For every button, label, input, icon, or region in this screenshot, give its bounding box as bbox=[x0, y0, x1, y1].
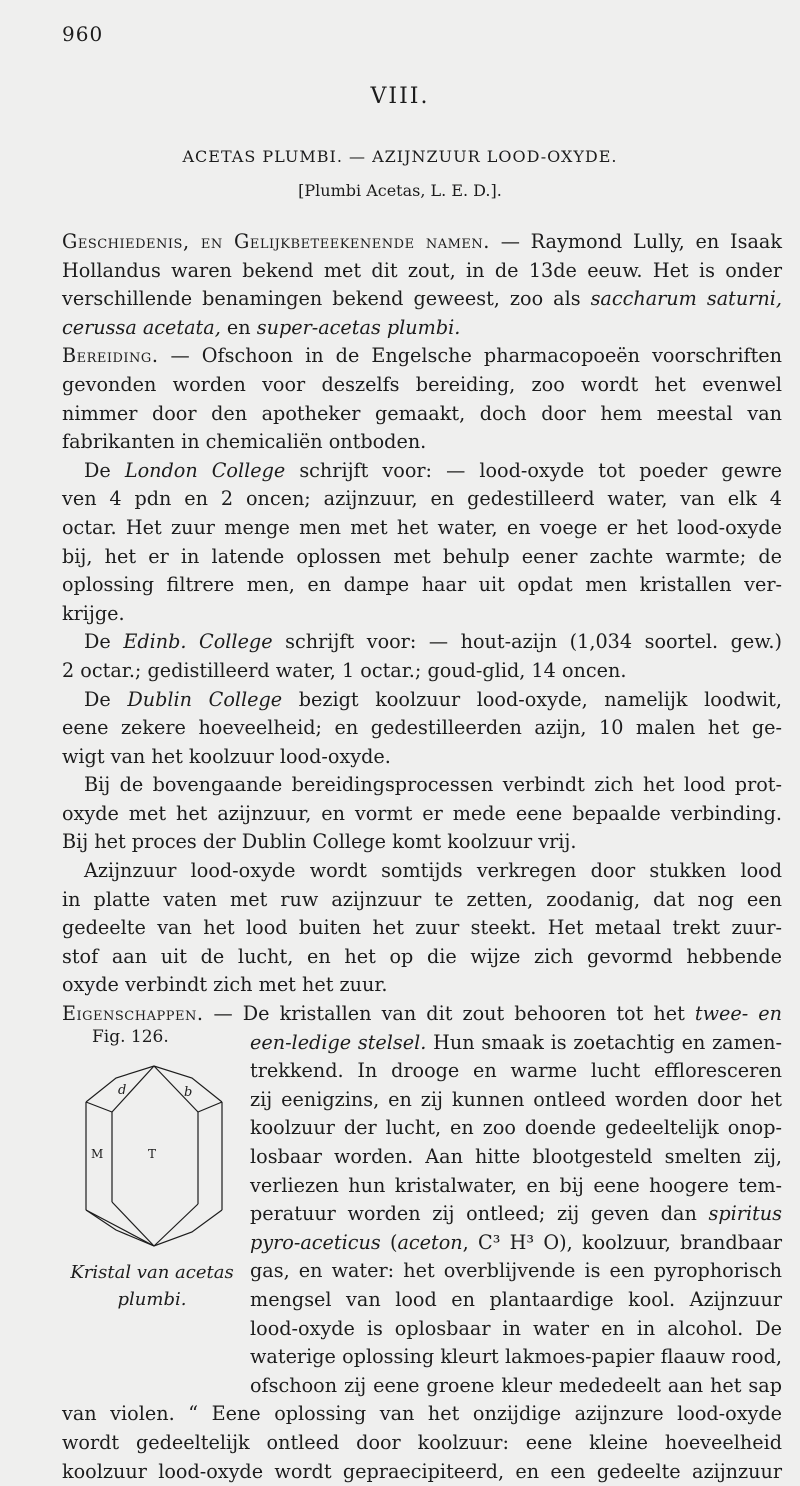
figure-caption bbox=[62, 1259, 242, 1313]
text: verschillende benamingen bekend geweest, zoo als bbox=[62, 287, 581, 311]
text: Hun smaak is zoetachtig en zamen- bbox=[433, 1030, 783, 1054]
crystal-outline-bottom bbox=[86, 1210, 222, 1246]
text-line: losbaar worden. Aan hitte blootgesteld smelten zij, bbox=[250, 1145, 782, 1168]
text-line: trekkend. In drooge en warme lucht effloresceren bbox=[250, 1059, 782, 1083]
face-label-t: T bbox=[148, 1147, 157, 1161]
crystal-figure bbox=[62, 1027, 242, 1312]
crystal-edge-top-left bbox=[86, 1102, 112, 1112]
text-line: mengsel van lood en plantaardige kool. Azijnzuur bbox=[250, 1287, 782, 1311]
text-line: oxyde verbindt zich met het zuur. bbox=[62, 973, 388, 997]
italic-term: super-acetas plumbi. bbox=[256, 315, 461, 339]
figure-label: Fig. 126. bbox=[92, 1027, 169, 1047]
page-number: 960 bbox=[62, 22, 104, 46]
caption-line: Kristal van acetas bbox=[70, 1262, 234, 1283]
crystal-outline-top bbox=[86, 1066, 222, 1102]
text: ( bbox=[389, 1230, 398, 1254]
text-line: Hollandus waren bekend met dit zout, in de 13de eeuw. Het is onder bbox=[62, 258, 782, 282]
text: De bbox=[84, 630, 111, 654]
text-line: gas, en water: het overblijvende is een pyrophorisch bbox=[250, 1259, 782, 1283]
section-heading: Geschiedenis, en Gelijkbeteekenende namen. bbox=[62, 230, 490, 253]
text-line: bij, het er in latende oplossen met behulp eener zachte warmte; de bbox=[62, 544, 782, 568]
italic-term: saccharum saturni, bbox=[590, 287, 782, 311]
text-line: ofschoon zij eene groene kleur mededeelt aan het sap bbox=[250, 1373, 782, 1397]
crystal-drawing bbox=[80, 1060, 230, 1250]
text-line: oplossing filtrere men, en dampe haar uit opdat men kristallen ver- bbox=[62, 573, 782, 597]
text: De bbox=[84, 687, 111, 711]
text: schrijft voor: — hout-azijn (1,034 soortel. gew.) bbox=[285, 630, 782, 654]
section-heading: Bereiding. bbox=[62, 344, 159, 368]
caption-line: plumbi. bbox=[117, 1289, 187, 1310]
chapter-number: VIII. bbox=[370, 84, 430, 109]
text-line: ven 4 pdn en 2 oncen; azijnzuur, en gedestilleerd water, van elk 4 bbox=[62, 487, 782, 511]
paragraph-dublin bbox=[62, 686, 782, 715]
text-line bbox=[250, 1200, 782, 1229]
text: , C³ H³ O), koolzuur, brandbaar bbox=[462, 1230, 782, 1254]
text-line: koolzuur lood-oxyde wordt gepraecipiteerd, en een gedeelte azijnzuur bbox=[62, 1459, 782, 1483]
italic-term: een-ledige stelsel. bbox=[250, 1030, 427, 1054]
text-line: nimmer door den apotheker gemaakt, doch door hem meestal van bbox=[62, 401, 782, 425]
text: bezigt koolzuur lood-oxyde, namelijk loodwit, bbox=[298, 687, 782, 711]
crystal-edge-top-right bbox=[198, 1102, 222, 1112]
paragraph-eigenschappen bbox=[62, 1000, 782, 1029]
text-line: octar. Het zuur menge men met het water, en voege er het lood-oxyde bbox=[62, 515, 782, 539]
paragraph-azijnzuur: Azijnzuur lood-oxyde wordt somtijds verkregen door stukken lood bbox=[84, 859, 782, 883]
italic-term: twee- en bbox=[694, 1002, 783, 1026]
text-line: Bij het proces der Dublin College komt koolzuur vrij. bbox=[62, 830, 577, 854]
text-line: wigt van het koolzuur lood-oxyde. bbox=[62, 744, 391, 768]
italic-term: London College bbox=[124, 458, 286, 482]
italic-term: pyro-aceticus bbox=[250, 1230, 381, 1254]
text: en bbox=[226, 315, 251, 339]
paragraph-edinb bbox=[62, 628, 782, 657]
text-line: gevonden worden voor deszelfs bereiding, zoo wordt het evenwel bbox=[62, 372, 782, 396]
face-label-m: M bbox=[91, 1147, 104, 1161]
text-line: verliezen hun kristalwater, en bij eene hoogere tem- bbox=[250, 1173, 782, 1197]
italic-term: spiritus bbox=[708, 1202, 782, 1226]
text-line bbox=[250, 1229, 782, 1258]
italic-term: Dublin College bbox=[127, 687, 283, 711]
italic-term: Edinb. College bbox=[123, 630, 273, 654]
text-line bbox=[62, 285, 782, 314]
text-line: stof aan uit de lucht, en het op die wijze zich gevormd hebbende bbox=[62, 944, 782, 968]
text: — Ofschoon in de Engelsche pharmacopoeën voorschriften bbox=[170, 344, 782, 368]
text-line: gedeelte van het lood buiten het zuur steekt. Het metaal trekt zuur- bbox=[62, 916, 782, 940]
text-line: zij eenigzins, en zij kunnen ontleed worden door het bbox=[250, 1087, 782, 1111]
text-line: koolzuur der lucht, en zoo doende gedeeltelijk onop- bbox=[250, 1116, 782, 1140]
text-line: eene zekere hoeveelheid; en gedestilleerden azijn, 10 malen het ge- bbox=[62, 716, 782, 740]
text-line: krijge. bbox=[62, 601, 125, 625]
text-line: waterige oplossing kleurt lakmoes-papier flaauw rood, bbox=[250, 1345, 782, 1369]
crystal-edge-bottom-inner bbox=[112, 1202, 154, 1246]
text-line bbox=[62, 314, 782, 343]
crystal-edge-bottom-right bbox=[154, 1204, 198, 1246]
face-label-b: b bbox=[184, 1085, 193, 1100]
text: peratuur worden zij ontleed; zij geven dan bbox=[250, 1202, 697, 1226]
article-title: ACETAS PLUMBI. — AZIJNZUUR LOOD-OXYDE. bbox=[182, 147, 618, 166]
text-line: oxyde met het azijnzuur, en vormt er mede eene bepaalde verbinding. bbox=[62, 801, 782, 825]
text: — De kristallen van dit zout behooren tot het bbox=[213, 1002, 685, 1026]
text-line: in platte vaten met ruw azijnzuur te zetten, zoodanig, dat nog een bbox=[62, 887, 782, 911]
paragraph-bereiding bbox=[62, 342, 782, 371]
article-subtitle: [Plumbi Acetas, L. E. D.]. bbox=[298, 181, 502, 200]
face-label-d: d bbox=[118, 1083, 127, 1098]
text-line: van violen. “ Eene oplossing van het onzijdige azijnzure lood-oxyde bbox=[62, 1402, 782, 1426]
text: — Raymond Lully, en Isaak bbox=[500, 230, 782, 253]
paragraph-geschiedenis bbox=[62, 228, 782, 257]
paragraph-london bbox=[62, 457, 782, 486]
crystal-edge-bottom-left bbox=[86, 1210, 154, 1246]
paragraph-bovengaande: Bij de bovengaande bereidingsprocessen verbindt zich het lood prot- bbox=[84, 773, 782, 797]
section-heading: Eigenschappen. bbox=[62, 1002, 204, 1026]
italic-term: cerussa acetata, bbox=[62, 315, 221, 339]
italic-term: aceton bbox=[397, 1230, 463, 1254]
text: schrijft voor: — lood-oxyde tot poeder gewre bbox=[299, 458, 782, 482]
text: De bbox=[84, 458, 111, 482]
text-line: lood-oxyde is oplosbaar in water en in alcohol. De bbox=[250, 1316, 782, 1340]
text-line bbox=[250, 1029, 782, 1058]
text-line: fabrikanten in chemicaliën ontboden. bbox=[62, 430, 427, 454]
text-line: wordt gedeeltelijk ontleed door koolzuur: eene kleine hoeveelheid bbox=[62, 1430, 782, 1454]
text-line: 2 octar.; gedistilleerd water, 1 octar.; goud-glid, 14 oncen. bbox=[62, 658, 627, 682]
